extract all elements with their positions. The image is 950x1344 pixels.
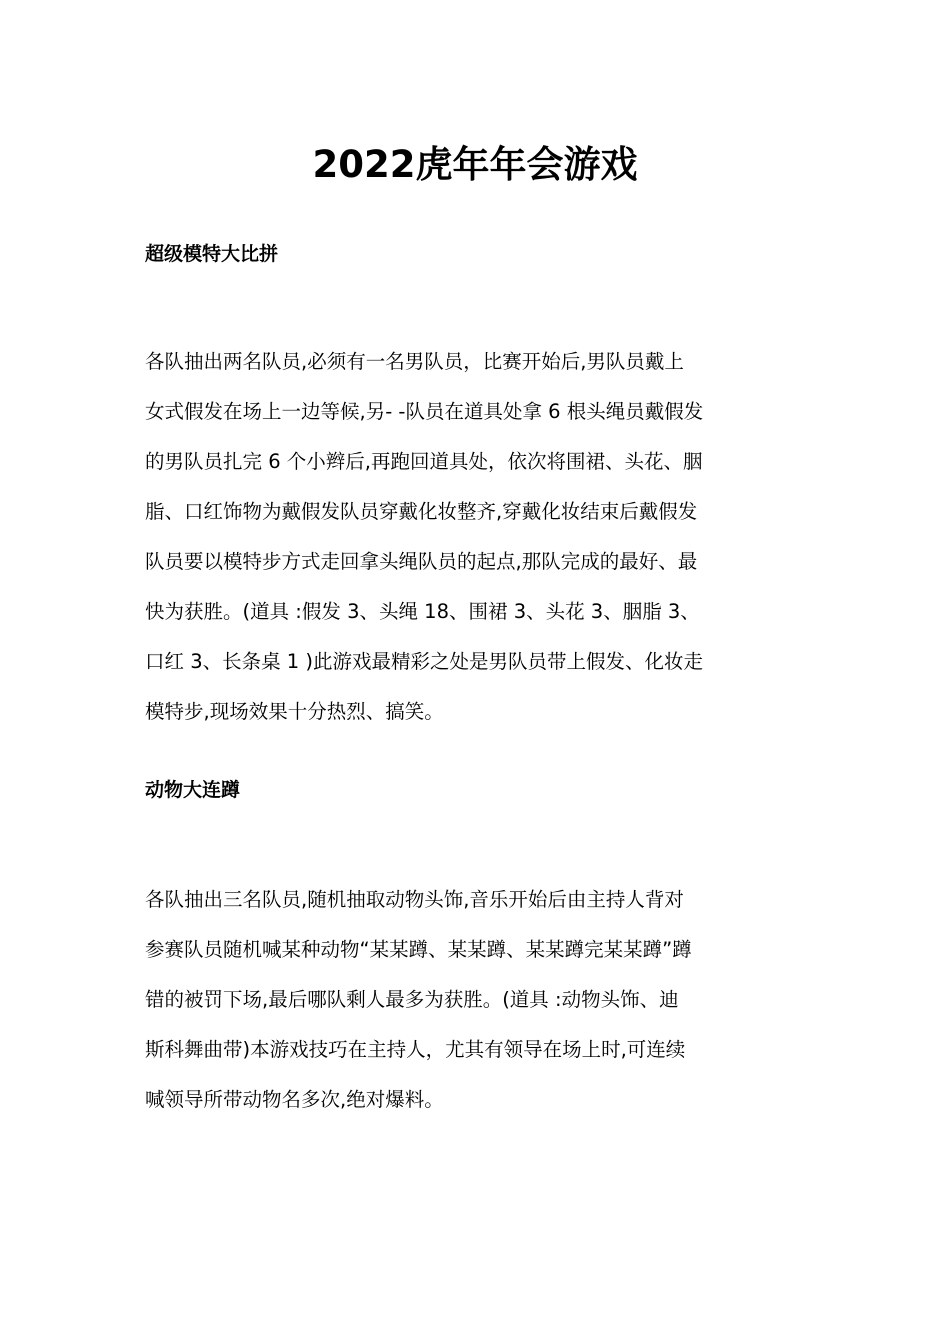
section-heading-supermodel: 超级模特大比拼	[145, 243, 279, 265]
paragraph-line: 各队抽出两名队员,必须有一名男队员，比赛开始后,男队员戴上	[145, 350, 684, 373]
paragraph-line: 各队抽出三名队员,随机抽取动物头饰,音乐开始后由主持人背对	[145, 888, 684, 911]
page-title: 2022虎年年会游戏	[312, 143, 638, 186]
paragraph-line: 女式假发在场上一边等候,另- -队员在道具处拿 6 根头绳员戴假发	[145, 400, 704, 423]
paragraph-line: 模特步,现场效果十分热烈、搞笑。	[145, 700, 444, 723]
paragraph-line: 斯科舞曲带)本游戏技巧在主持人，尤其有领导在场上时,可连续	[145, 1038, 686, 1061]
paragraph-line: 口红 3、长条桌 1 )此游戏最精彩之处是男队员带上假发、化妆走	[145, 650, 704, 673]
paragraph-line: 喊领导所带动物名多次,绝对爆料。	[145, 1088, 444, 1111]
paragraph-line: 的男队员扎完 6 个小辫后,再跑回道具处，依次将围裙、头花、胭	[145, 450, 703, 473]
paragraph-line: 脂、口红饰物为戴假发队员穿戴化妆整齐,穿戴化妆结束后戴假发	[145, 500, 698, 523]
paragraph-line: 快为获胜。(道具 :假发 3、头绳 18、围裙 3、头花 3、胭脂 3、	[145, 600, 700, 623]
paragraph-line: 参赛队员随机喊某种动物“某某蹲、某某蹲、某某蹲完某某蹲”蹲	[145, 938, 692, 961]
paragraph-line: 错的被罚下场,最后哪队剩人最多为获胜。(道具 :动物头饰、迪	[145, 988, 679, 1011]
paragraph-line: 队员要以模特步方式走回拿头绳队员的起点,那队完成的最好、最	[145, 550, 698, 573]
section-heading-animal-squat: 动物大连蹲	[145, 779, 241, 801]
